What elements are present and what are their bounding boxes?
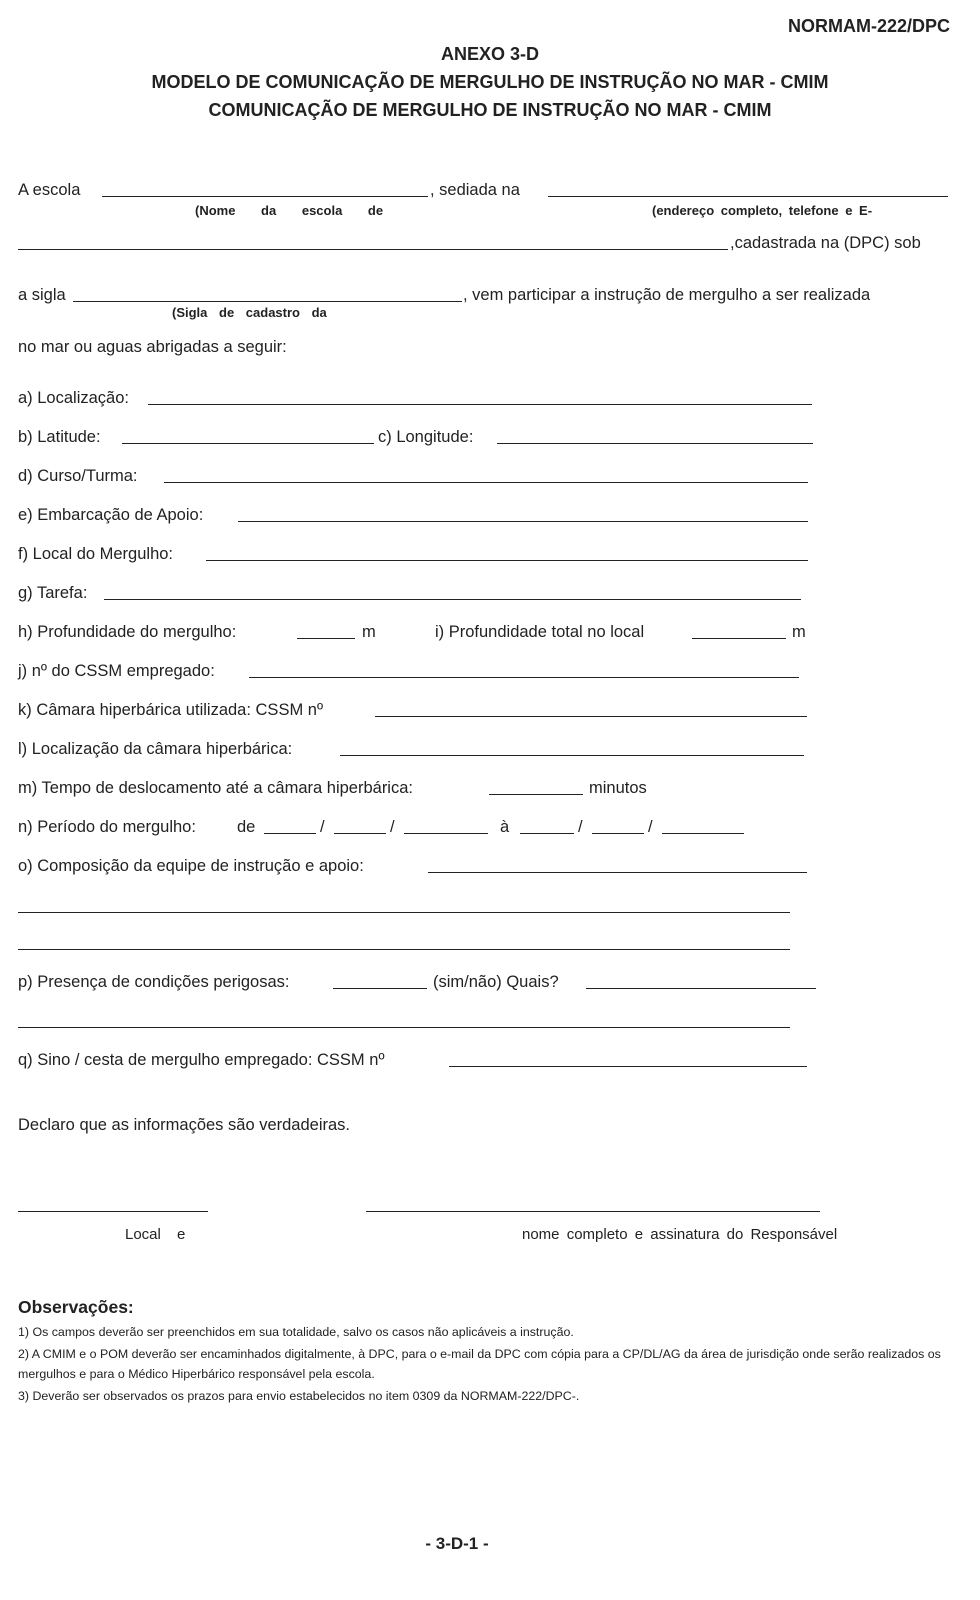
composicao-equipe-line-2[interactable] <box>18 897 790 913</box>
camara-utilizada-field[interactable] <box>375 701 807 717</box>
label-profundidade-total: i) Profundidade total no local <box>435 623 645 641</box>
sigla-field[interactable] <box>73 286 462 302</box>
school-name-field[interactable] <box>102 181 428 197</box>
localizacao-field[interactable] <box>148 389 812 405</box>
school-address-field[interactable] <box>548 181 948 197</box>
date-separator: / <box>320 818 325 836</box>
label-local-mergulho: f) Local do Mergulho: <box>18 545 174 563</box>
intro-a-escola: A escola <box>18 181 81 199</box>
label-profundidade-mergulho: h) Profundidade do mergulho: <box>18 623 237 641</box>
intro-sediada: , sediada na <box>430 181 520 199</box>
signature-line[interactable] <box>366 1196 820 1212</box>
intro-vem-participar: , vem participar a instrução de mergulho a ser realizada <box>463 286 871 304</box>
periodo-end-year-field[interactable] <box>662 818 744 834</box>
signature-local-label: Local e <box>125 1226 186 1243</box>
label-latitude: b) Latitude: <box>18 428 101 446</box>
unit-minutos: minutos <box>589 779 647 797</box>
intro-no-mar: no mar ou aguas abrigadas a seguir: <box>18 338 287 356</box>
cssm-empregado-field[interactable] <box>249 662 799 678</box>
periodo-start-month-field[interactable] <box>334 818 386 834</box>
label-periodo: n) Período do mergulho: <box>18 818 196 836</box>
sub-address: (endereço completo, telefone e E- <box>652 203 873 218</box>
local-date-line[interactable] <box>18 1196 208 1212</box>
composicao-equipe-field[interactable] <box>428 857 807 873</box>
label-periodo-de: de <box>237 818 256 836</box>
periodo-start-year-field[interactable] <box>404 818 488 834</box>
periodo-end-month-field[interactable] <box>592 818 644 834</box>
composicao-equipe-line-3[interactable] <box>18 934 790 950</box>
label-curso-turma: d) Curso/Turma: <box>18 467 138 485</box>
date-separator: / <box>578 818 583 836</box>
unit-m-h: m <box>362 623 376 641</box>
form-title: COMUNICAÇÃO DE MERGULHO DE INSTRUÇÃO NO MAR - CMIM <box>208 100 772 120</box>
address-continuation-field[interactable] <box>18 234 728 250</box>
date-separator: / <box>390 818 395 836</box>
periodo-end-day-field[interactable] <box>520 818 574 834</box>
label-periodo-a: à <box>500 818 510 836</box>
label-sim-nao-quais: (sim/não) Quais? <box>433 973 559 991</box>
date-separator: / <box>648 818 653 836</box>
observation-item: 1) Os campos deverão ser preenchidos em sua totalidade, salvo os casos não aplicáveis a instrução. <box>18 1325 574 1339</box>
sub-school-name: (Nome da escola de <box>195 203 384 218</box>
label-condicoes-perigosas: p) Presença de condições perigosas: <box>18 973 290 991</box>
intro-sigla: a sigla <box>18 286 66 304</box>
unit-m-i: m <box>792 623 806 641</box>
condicoes-perigosas-line-2[interactable] <box>18 1012 790 1028</box>
label-longitude: c) Longitude: <box>378 428 474 446</box>
latitude-field[interactable] <box>122 428 374 444</box>
curso-turma-field[interactable] <box>164 467 808 483</box>
label-tempo-deslocamento: m) Tempo de deslocamento até a câmara hiperbárica: <box>18 779 413 797</box>
profundidade-total-field[interactable] <box>692 623 786 639</box>
tempo-deslocamento-field[interactable] <box>489 779 583 795</box>
declaration-text: Declaro que as informações são verdadeiras. <box>18 1116 351 1134</box>
model-title: MODELO DE COMUNICAÇÃO DE MERGULHO DE INSTRUÇÃO NO MAR - CMIM <box>151 72 829 92</box>
condicoes-perigosas-field[interactable] <box>333 973 427 989</box>
intro-cadastrada: ,cadastrada na (DPC) sob <box>730 234 921 252</box>
profundidade-mergulho-field[interactable] <box>297 623 355 639</box>
sub-sigla: (Sigla de cadastro da <box>172 305 327 320</box>
tarefa-field[interactable] <box>104 584 801 600</box>
label-composicao-equipe: o) Composição da equipe de instrução e apoio: <box>18 857 364 875</box>
local-mergulho-field[interactable] <box>206 545 808 561</box>
quais-field[interactable] <box>586 973 816 989</box>
localizacao-camara-field[interactable] <box>340 740 804 756</box>
signature-nome-label: nome completo e assinatura do Responsável <box>522 1226 838 1243</box>
label-cssm-empregado: j) nº do CSSM empregado: <box>18 662 215 680</box>
sino-cesta-field[interactable] <box>449 1051 807 1067</box>
label-sino-cesta: q) Sino / cesta de mergulho empregado: CSSM nº <box>18 1051 385 1069</box>
label-localizacao-camara: l) Localização da câmara hiperbárica: <box>18 740 293 758</box>
embarcacao-field[interactable] <box>238 506 808 522</box>
periodo-start-day-field[interactable] <box>264 818 316 834</box>
page-number: - 3-D-1 - <box>425 1534 489 1553</box>
observation-item: 2) A CMIM e o POM deverão ser encaminhados digitalmente, à DPC, para o e-mail da DPC com cópia para a CP/DL/AG da área de jurisdição onde serão realizados os mergulhos e para o Médico Hiperbárico responsável pela escola. <box>18 1347 941 1381</box>
annex-title: ANEXO 3-D <box>440 44 539 64</box>
label-tarefa: g) Tarefa: <box>18 584 88 602</box>
longitude-field[interactable] <box>497 428 813 444</box>
label-embarcacao: e) Embarcação de Apoio: <box>18 506 204 524</box>
document-id: NORMAM-222/DPC <box>787 16 950 36</box>
observations-title: Observações: <box>18 1297 134 1317</box>
observation-item: 3) Deverão ser observados os prazos para envio estabelecidos no item 0309 da NORMAM-222/DPC-. <box>18 1389 580 1403</box>
label-localizacao: a) Localização: <box>18 389 129 407</box>
label-camara-utilizada: k) Câmara hiperbárica utilizada: CSSM nº <box>18 701 323 719</box>
